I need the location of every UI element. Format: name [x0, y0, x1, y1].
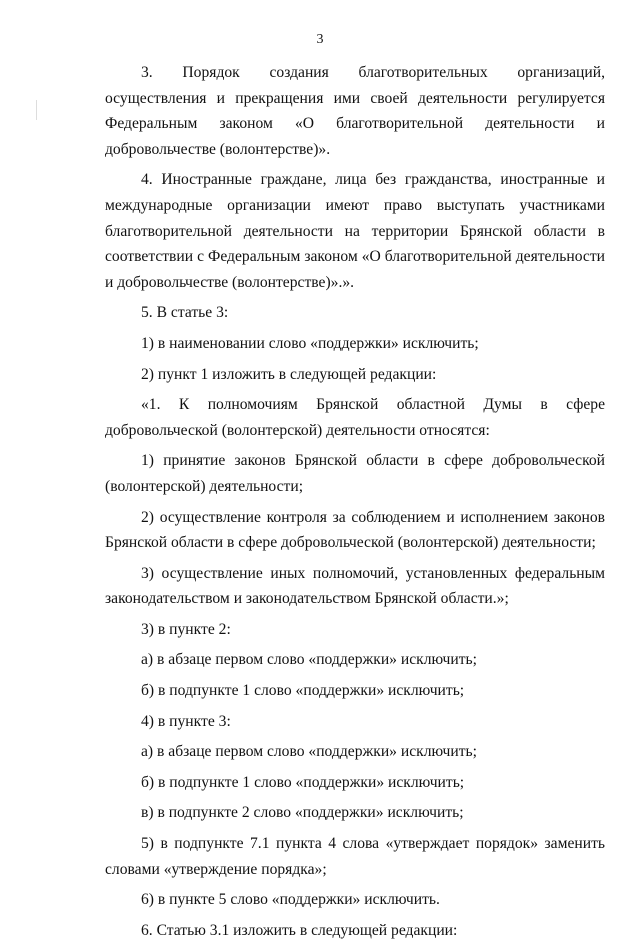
list-item-1-title: 1) в наименовании слово «поддержки» исключить; — [141, 334, 479, 352]
subitem-4c: в) в подпункте 2 слово «поддержки» исключить; — [141, 804, 464, 822]
list-item-4-point-3: 4) в пункте 3: — [141, 712, 231, 730]
list-item-6-point-5: 6) в пункте 5 слово «поддержки» исключить. — [141, 891, 440, 909]
quote-duma-powers: «1. К полномочиям Брянской областной Думы в сфере добровольческой (волонтерской) деятельности относятся: — [105, 396, 605, 439]
duma-power-3: 3) осуществление иных полномочий, установленных федеральным законодательством и законодательством Брянской области.»; — [105, 564, 605, 608]
subitem-4b: б) в подпункте 1 слово «поддержки» исключить; — [141, 773, 465, 791]
paragraph-5-article-3: 5. В статье 3: — [141, 304, 229, 322]
subitem-4a: а) в абзаце первом слово «поддержки» исключить; — [141, 743, 478, 761]
page-number: 3 — [316, 32, 324, 47]
scan-margin-mark — [36, 100, 37, 120]
paragraph-6-article-3-1: 6. Статью 3.1 изложить в следующей редакции: — [141, 921, 458, 939]
subitem-3a: а) в абзаце первом слово «поддержки» исключить; — [141, 651, 478, 669]
duma-power-2: 2) осуществление контроля за соблюдением и исполнением законов Брянской области в сфере добровольческой (волонтерской) деятельности; — [105, 508, 605, 552]
duma-power-1: 1) принятие законов Брянской области в сфере добровольческой (волонтерской) деятельности; — [105, 452, 605, 495]
paragraph-4-foreign-citizens: 4. Иностранные граждане, лица без гражданства, иностранные и международные организации имеют право выступать участниками благотворительной деятельности на территории Брянской области в соответствии с Федеральным законом «О благотворительной деятельности и добровольчестве (волонтерстве)».». — [105, 171, 605, 291]
paragraph-3-charitable-organizations: 3. Порядок создания благотворительных организаций, осуществления и прекращения ими своей деятельности регулируется Федеральным законом «О благотворительной деятельности и добровольчестве (волонтерстве)». — [105, 64, 605, 158]
document-body — [105, 60, 605, 948]
list-item-5-subpoint-7-1: 5) в подпункте 7.1 пункта 4 слова «утверждает порядок» заменить словами «утверждение порядка»; — [105, 835, 605, 878]
subitem-3b: б) в подпункте 1 слово «поддержки» исключить; — [141, 682, 465, 700]
list-item-3-point-2: 3) в пункте 2: — [141, 620, 231, 638]
list-item-2-point-1: 2) пункт 1 изложить в следующей редакции: — [141, 365, 437, 383]
